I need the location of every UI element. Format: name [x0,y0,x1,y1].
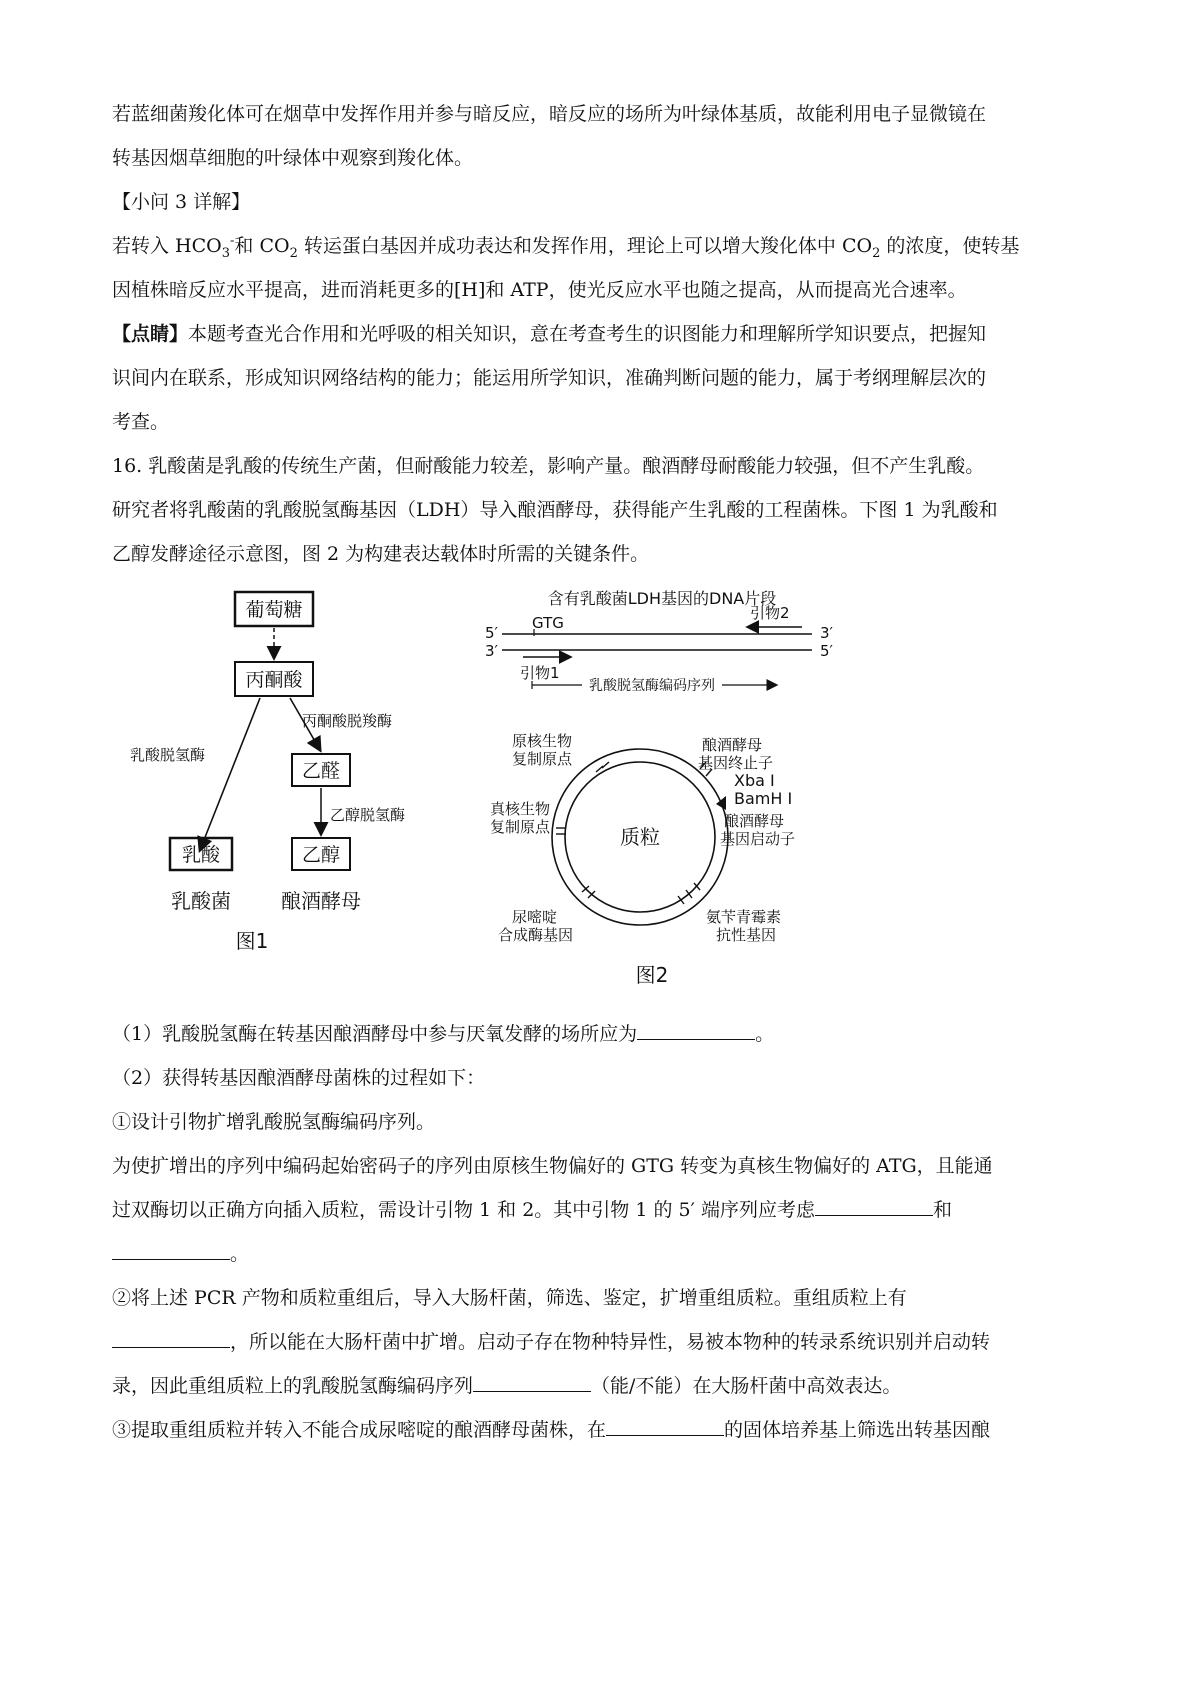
ldh-label: 乳酸脱氢酶 [130,746,206,764]
ethanol-label: 乙醇 [301,844,341,866]
paragraph: 过双酶切以正确方向插入质粒，需设计引物 1 和 2。其中引物 1 的 5′ 端序列应考虑 和 [112,1199,952,1221]
paragraph: 。 [112,1232,1102,1276]
figure-svg [112,582,1102,1012]
paragraph: 转基因烟草细胞的叶绿体中观察到羧化体。 [112,147,474,169]
yeast-label: 酿酒酵母 [281,889,361,913]
figure-2 [485,589,834,987]
ldh-arrow [200,698,260,850]
subquestion-1: （1）乳酸脱氢酶在转基因酿酒酵母中参与厌氧发酵的场所应为 。 [112,1023,775,1045]
figure-1-caption: 图1 [235,929,269,953]
adh-label: 乙醇脱氢酶 [330,806,406,824]
promoter-label-1: 酿酒酵母 [724,812,785,830]
figures [112,582,1102,1012]
lactate-label: 乳酸 [181,844,221,866]
paragraph: 若转入 $HCO_3^-$和 $CO_2$ 转运蛋白基因并成功表达和发挥作用，理论上可以增大羧化体中 $CO_2$ 的浓度，使转基 [112,233,1020,261]
paragraph: 乙醇发酵途径示意图，图 2 为构建表达载体时所需的关键条件。 [112,543,650,565]
paragraph: 考查。 [112,411,170,433]
xba-label: Xba I [734,771,775,790]
paragraph: 为使扩增出的序列中编码起始密码子的序列由原核生物偏好的 GTG 转变为真核生物偏好的 ATG，且能通 [112,1155,993,1177]
paragraph: 因植株暗反应水平提高，进而消耗更多的[H]和 ATP，使光反应水平也随之提高，从而提高光合速率。 [112,279,967,301]
step-1: ①设计引物扩增乳酸脱氢酶编码序列。 [112,1111,436,1133]
amp-label-1: 氨苄青霉素 [706,908,782,926]
euk-ori-label-1: 真核生物 [490,800,551,818]
paragraph: 录，因此重组质粒上的乳酸脱氢酶编码序列 （能/不能）在大肠杆菌中高效表达。 [112,1375,902,1397]
figure-2-caption: 图2 [635,963,669,987]
answer-blank[interactable] [112,1329,230,1348]
step-3: ③提取重组质粒并转入不能合成尿嘧啶的酿酒酵母菌株，在 的固体培养基上筛选出转基因酿 [112,1419,991,1441]
promoter-label-2: 基因启动子 [720,830,796,848]
paragraph: 若蓝细菌羧化体可在烟草中发挥作用并参与暗反应，暗反应的场所为叶绿体基质，故能利用电子显微镜在 [112,103,987,125]
promoter-arrow-icon [716,796,726,810]
figure-1 [130,592,405,953]
paragraph: ，所以能在大肠杆菌中扩增。启动子存在物种特异性，易被本物种的转录系统识别并启动转 [112,1320,1102,1364]
plasmid-label: 质粒 [620,825,660,849]
decarboxylase-label: 丙酮酸脱羧酶 [302,712,393,730]
primer1-label: 引物1 [520,664,560,682]
paragraph: 识间内在联系，形成知识网络结构的能力；能运用所学知识，准确判断问题的能力，属于考纲理解层次的 [112,367,987,389]
dna-title: 含有乳酸菌LDH基因的DNA片段 [547,589,777,608]
document-page [112,92,1102,1452]
step-2: ②将上述 PCR 产物和质粒重组后，导入大肠杆菌，筛选、鉴定，扩增重组质粒。重组质粒上有 [112,1287,907,1309]
answer-blank[interactable] [637,1021,755,1040]
pyruvate-label: 丙酮酸 [245,669,303,691]
dna-5prime-right: 5′ [820,642,833,660]
lab-label: 乳酸菌 [171,889,231,913]
answer-blank[interactable] [112,1241,230,1260]
section-heading: 【小问 3 详解】 [112,191,251,213]
paragraph: 研究者将乳酸菌的乳酸脱氢酶基因（LDH）导入酿酒酵母，获得能产生乳酸的工程菌株。下图 1 为乳酸和 [112,499,998,521]
glucose-label: 葡萄糖 [245,599,303,621]
ura-label-1: 尿嘧啶 [512,908,558,926]
terminator-label-2: 基因终止子 [698,754,774,772]
acetaldehyde-label: 乙醛 [301,760,341,782]
euk-ori-label-2: 复制原点 [490,818,551,836]
gtg-label: GTG [532,614,564,632]
paragraph: 【点睛】本题考查光合作用和光呼吸的相关知识，意在考查考生的识图能力和理解所学知识要点，把握知 [112,323,987,345]
amp-label-2: 抗性基因 [716,926,777,944]
subquestion-2: （2）获得转基因酿酒酵母菌株的过程如下： [112,1067,486,1089]
bam-label: BamH I [734,789,793,808]
answer-blank[interactable] [606,1417,724,1436]
coding-seq-label: 乳酸脱氢酶编码序列 [589,678,715,694]
answer-blank[interactable] [815,1197,933,1216]
dna-3prime-right: 3′ [820,624,833,642]
ura-label-2: 合成酶基因 [498,926,574,944]
question-16: 16. 乳酸菌是乳酸的传统生产菌，但耐酸能力较差，影响产量。酿酒酵母耐酸能力较强，但不产生乳酸。 [112,455,985,477]
dna-5prime-left: 5′ [485,624,498,642]
answer-blank[interactable] [473,1373,591,1392]
terminator-label-1: 酿酒酵母 [702,736,763,754]
prok-ori-label-1: 原核生物 [512,732,573,750]
dna-3prime-left: 3′ [485,642,498,660]
prok-ori-label-2: 复制原点 [512,750,573,768]
primer2-label: 引物2 [750,604,790,622]
